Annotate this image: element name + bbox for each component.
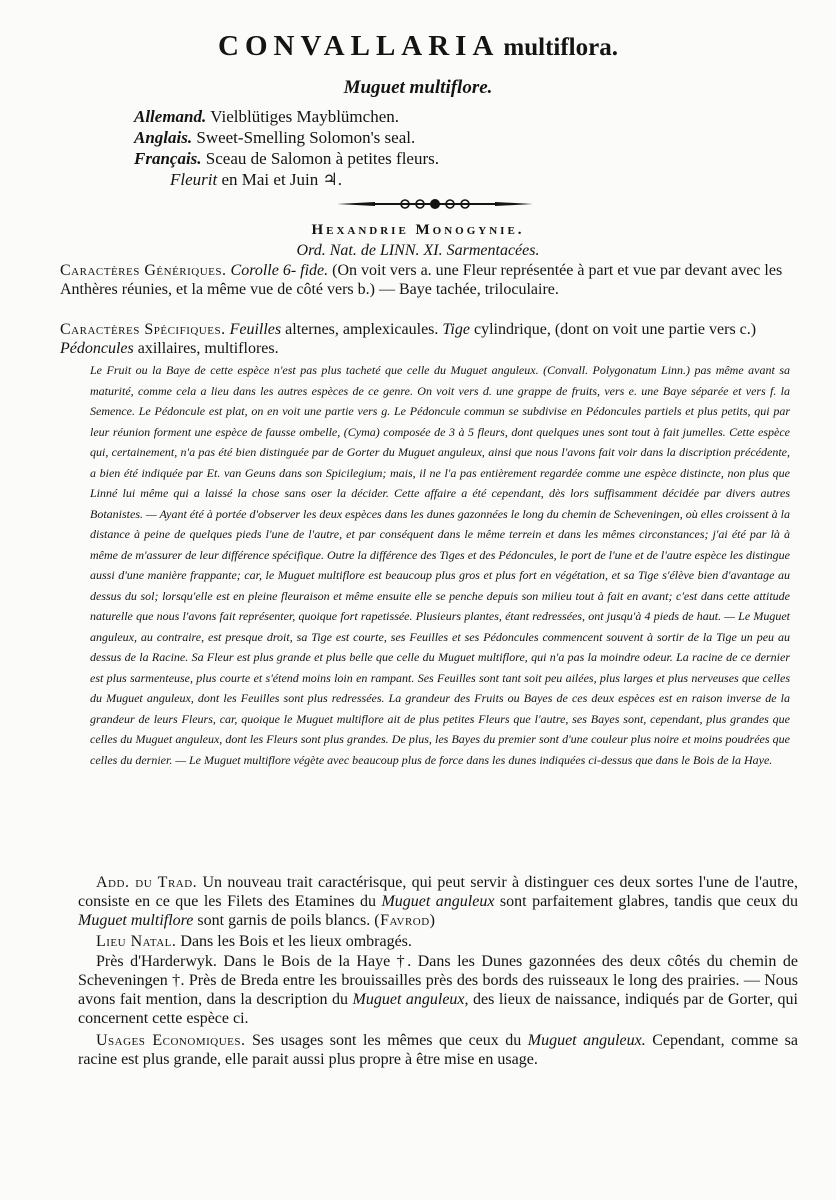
translator-addition <box>78 873 798 930</box>
flowering-text: en Mai et Juin ♃. <box>221 170 342 189</box>
common-name-english <box>134 127 439 148</box>
habitat-label: Lieu Natal. <box>96 933 177 950</box>
flowering-label: Fleurit <box>170 170 218 189</box>
addition-label: Add. du Trad. <box>96 874 198 891</box>
specific-peduncle-term: Pédoncules <box>60 340 134 357</box>
common-name-german <box>134 106 439 127</box>
addition-text-2: sont parfaitement glabres, tandis que ceux du <box>499 893 799 910</box>
native-habitat <box>78 932 798 951</box>
economic-uses <box>78 1031 798 1069</box>
uses-text-1: Ses usages sont les mêmes que ceux du <box>251 1032 522 1049</box>
language-label: Français. <box>134 149 202 168</box>
french-title: Muguet multiflore. <box>343 77 493 98</box>
specific-peduncle-text: axillaires, multiflores. <box>137 340 279 357</box>
uses-species: Muguet anguleux. <box>527 1032 646 1049</box>
specific-characters <box>60 320 785 358</box>
generic-description: (On voit vers a. une Fleur représentée à part et vue par devant avec les Anthères réunies, et la même vue de côté vers b.) — Baye tachée, triloculaire. <box>60 262 783 298</box>
common-name-text: Sceau de Salomon à petites fleurs. <box>205 149 440 168</box>
language-label: Allemand. <box>134 107 207 126</box>
page-title <box>0 30 836 63</box>
addition-author: (Favrod) <box>374 912 436 929</box>
generic-label: Caractères Génériques. <box>60 262 227 279</box>
common-name-text: Vielblütiges Mayblümchen. <box>210 107 399 126</box>
species-name: multiflora. <box>503 34 618 61</box>
addition-species-1: Muguet anguleux <box>381 893 495 910</box>
specific-stem-text: cylindrique, (dont on voit une partie vers c.) <box>473 321 757 338</box>
natural-order: Ord. Nat. de LINN. XI. Sarmentacées. <box>296 242 540 259</box>
addition-species-2: Muguet multiflore <box>78 912 194 929</box>
localities-text-1: Près d'Harderwyk. Dans le Bois de la Haye †. Dans les Dunes gazonnées des deux côtés du chemin de Scheveningen †. Près de Breda entre les brouissailles près des bords des ruisseaux le long des prairies. — Nous avons fait mention, dans la description du <box>78 953 798 1008</box>
generic-corolla: Corolle 6- fide. <box>230 262 329 279</box>
uses-label: Usages Economiques. <box>96 1032 246 1049</box>
observation-paragraph: Le Fruit ou la Baye de cette espèce n'est pas plus tacheté que celle du Muguet anguleux. (Convall. Polygonatum Linn.) pas même avant sa maturité, comme cela a lieu dans les autres espèces de ce genre. On voit vers d. une grappe de fruits, vers e. une Baye séparée et vers f. la Semence. Le Pédoncule est plat, on en voit une partie vers g. Le Pédoncule commun se subdivise en Pédoncules partiels et plus petits, qui par leur réunion forment une espèce de fausse ombelle, (Cyma) composée de 3 à 5 fleurs, dont quelques unes sont tout à fait jumelles. Cette espèce qui, certainement, n'a pas été bien distinguée par de Gorter du Muguet anguleux, ainsi que nous l'avons fait voir dans la discription précédente, a bien été indiquée par Et. van Geuns dans son Spicilegium; mais, il ne l'a pas entièrement regardée comme une espèce distincte, non plus que Linné lui même qui a laissé la chose sans oser la décider. Cette affaire a été cependant, dès lors suffisamment décidée par divers autres Botanistes. — Ayant été à portée d'observer les deux espèces dans les dunes gazonnées le long du chemin de Scheveningen, où elles croissent à la distance à peine de quelques pieds l'une de l'autre, et par conséquent dans le même terrein et dans les mêmes circonstances; j'ai été par là à même de m'assurer de leur différence spécifique. Outre la différence des Tiges et des Pédoncules, le port de l'une et de l'autre espèce les distingue aussi d'une manière frappante; car, le Muguet multiflore est beaucoup plus gros et plus fort en végétation, et sa Tige s'élève bien d'avantage au dessus du sol; lorsqu'elle est en pleine fleuraison et même ensuite elle se penche depuis son milieu tout à fait en avant; c'est dans cette attitude naturelle que nous l'avons fait représenter, quoique fort rapetissée. Plusieurs plantes, étant redressées, ont jusqu'à 4 pieds de haut. — Le Muguet anguleux, au contraire, est presque droit, sa Tige est courte, ses Feuilles et ses Pédoncules commencent souvent à sortir de la Tige un peu au dessus de la Racine. Sa Fleur est plus grande et plus belle que celle du Muguet multiflore, qui n'a pas la moindre odeur. La racine de ce dernier est plus sarmenteuse, plus courte et s'étend moins loin en rampant. Ses Feuilles sont tant soit peu ailées, plus larges et plus nerveuses que celles du Muguet anguleux, dont les Feuilles sont plus redressées. La grandeur des Fruits ou Bayes de ces deux espèces est en raison inverse de la grandeur de leurs Fleurs, car, quoique le Muguet multiflore ait de plus petites Fleurs que l'autre, ses Bayes sont, cependant, plus grandes que celles du Muguet anguleux, dont les Fleurs sont plus grandes. De plus, les Bayes du premier sont d'une couleur plus noire et moins poudrées que celles du dernier. — Le Muguet multiflore végète avec beaucoup plus de force dans les dunes indiquées ci-dessus que dans le Bois de la Haye. <box>90 363 790 767</box>
specific-stem-term: Tige <box>442 321 470 338</box>
specific-leaves-term: Feuilles <box>229 321 282 338</box>
localities-paragraph <box>78 952 798 1028</box>
linnaean-class: Hexandrie Monogynie. <box>311 222 525 238</box>
specific-label: Caractères Spécifiques. <box>60 321 226 338</box>
flowering-period <box>134 169 439 190</box>
addition-text-3: sont garnis de poils blancs. <box>197 912 371 929</box>
habitat-text: Dans les Bois et les lieux ombragés. <box>180 933 412 950</box>
decorative-rule-ornament <box>335 196 535 212</box>
localities-text-2: des lieux de naissance, indiqués par de Gorter, qui concernent cette espèce ci. <box>78 991 799 1027</box>
uses-text-2: Cependant, comme sa racine est plus grande, elle parait aussi plus propre à être mise en usage. <box>78 1032 799 1068</box>
localities-species: Muguet anguleux, <box>352 991 469 1008</box>
common-names <box>134 106 439 190</box>
specific-leaves-text: alternes, amplexicaules. <box>285 321 439 338</box>
genus-name: CONVALLARIA <box>218 30 500 62</box>
addition-text-1: Un nouveau trait caractérisque, qui peut servir à distinguer ces deux sortes l'une de l'autre, consiste en ce que les Filets des Etamines du <box>78 874 799 910</box>
common-name-french <box>134 148 439 169</box>
common-name-text: Sweet-Smelling Solomon's seal. <box>196 128 416 147</box>
language-label: Anglais. <box>134 128 193 147</box>
generic-characters <box>60 261 785 299</box>
